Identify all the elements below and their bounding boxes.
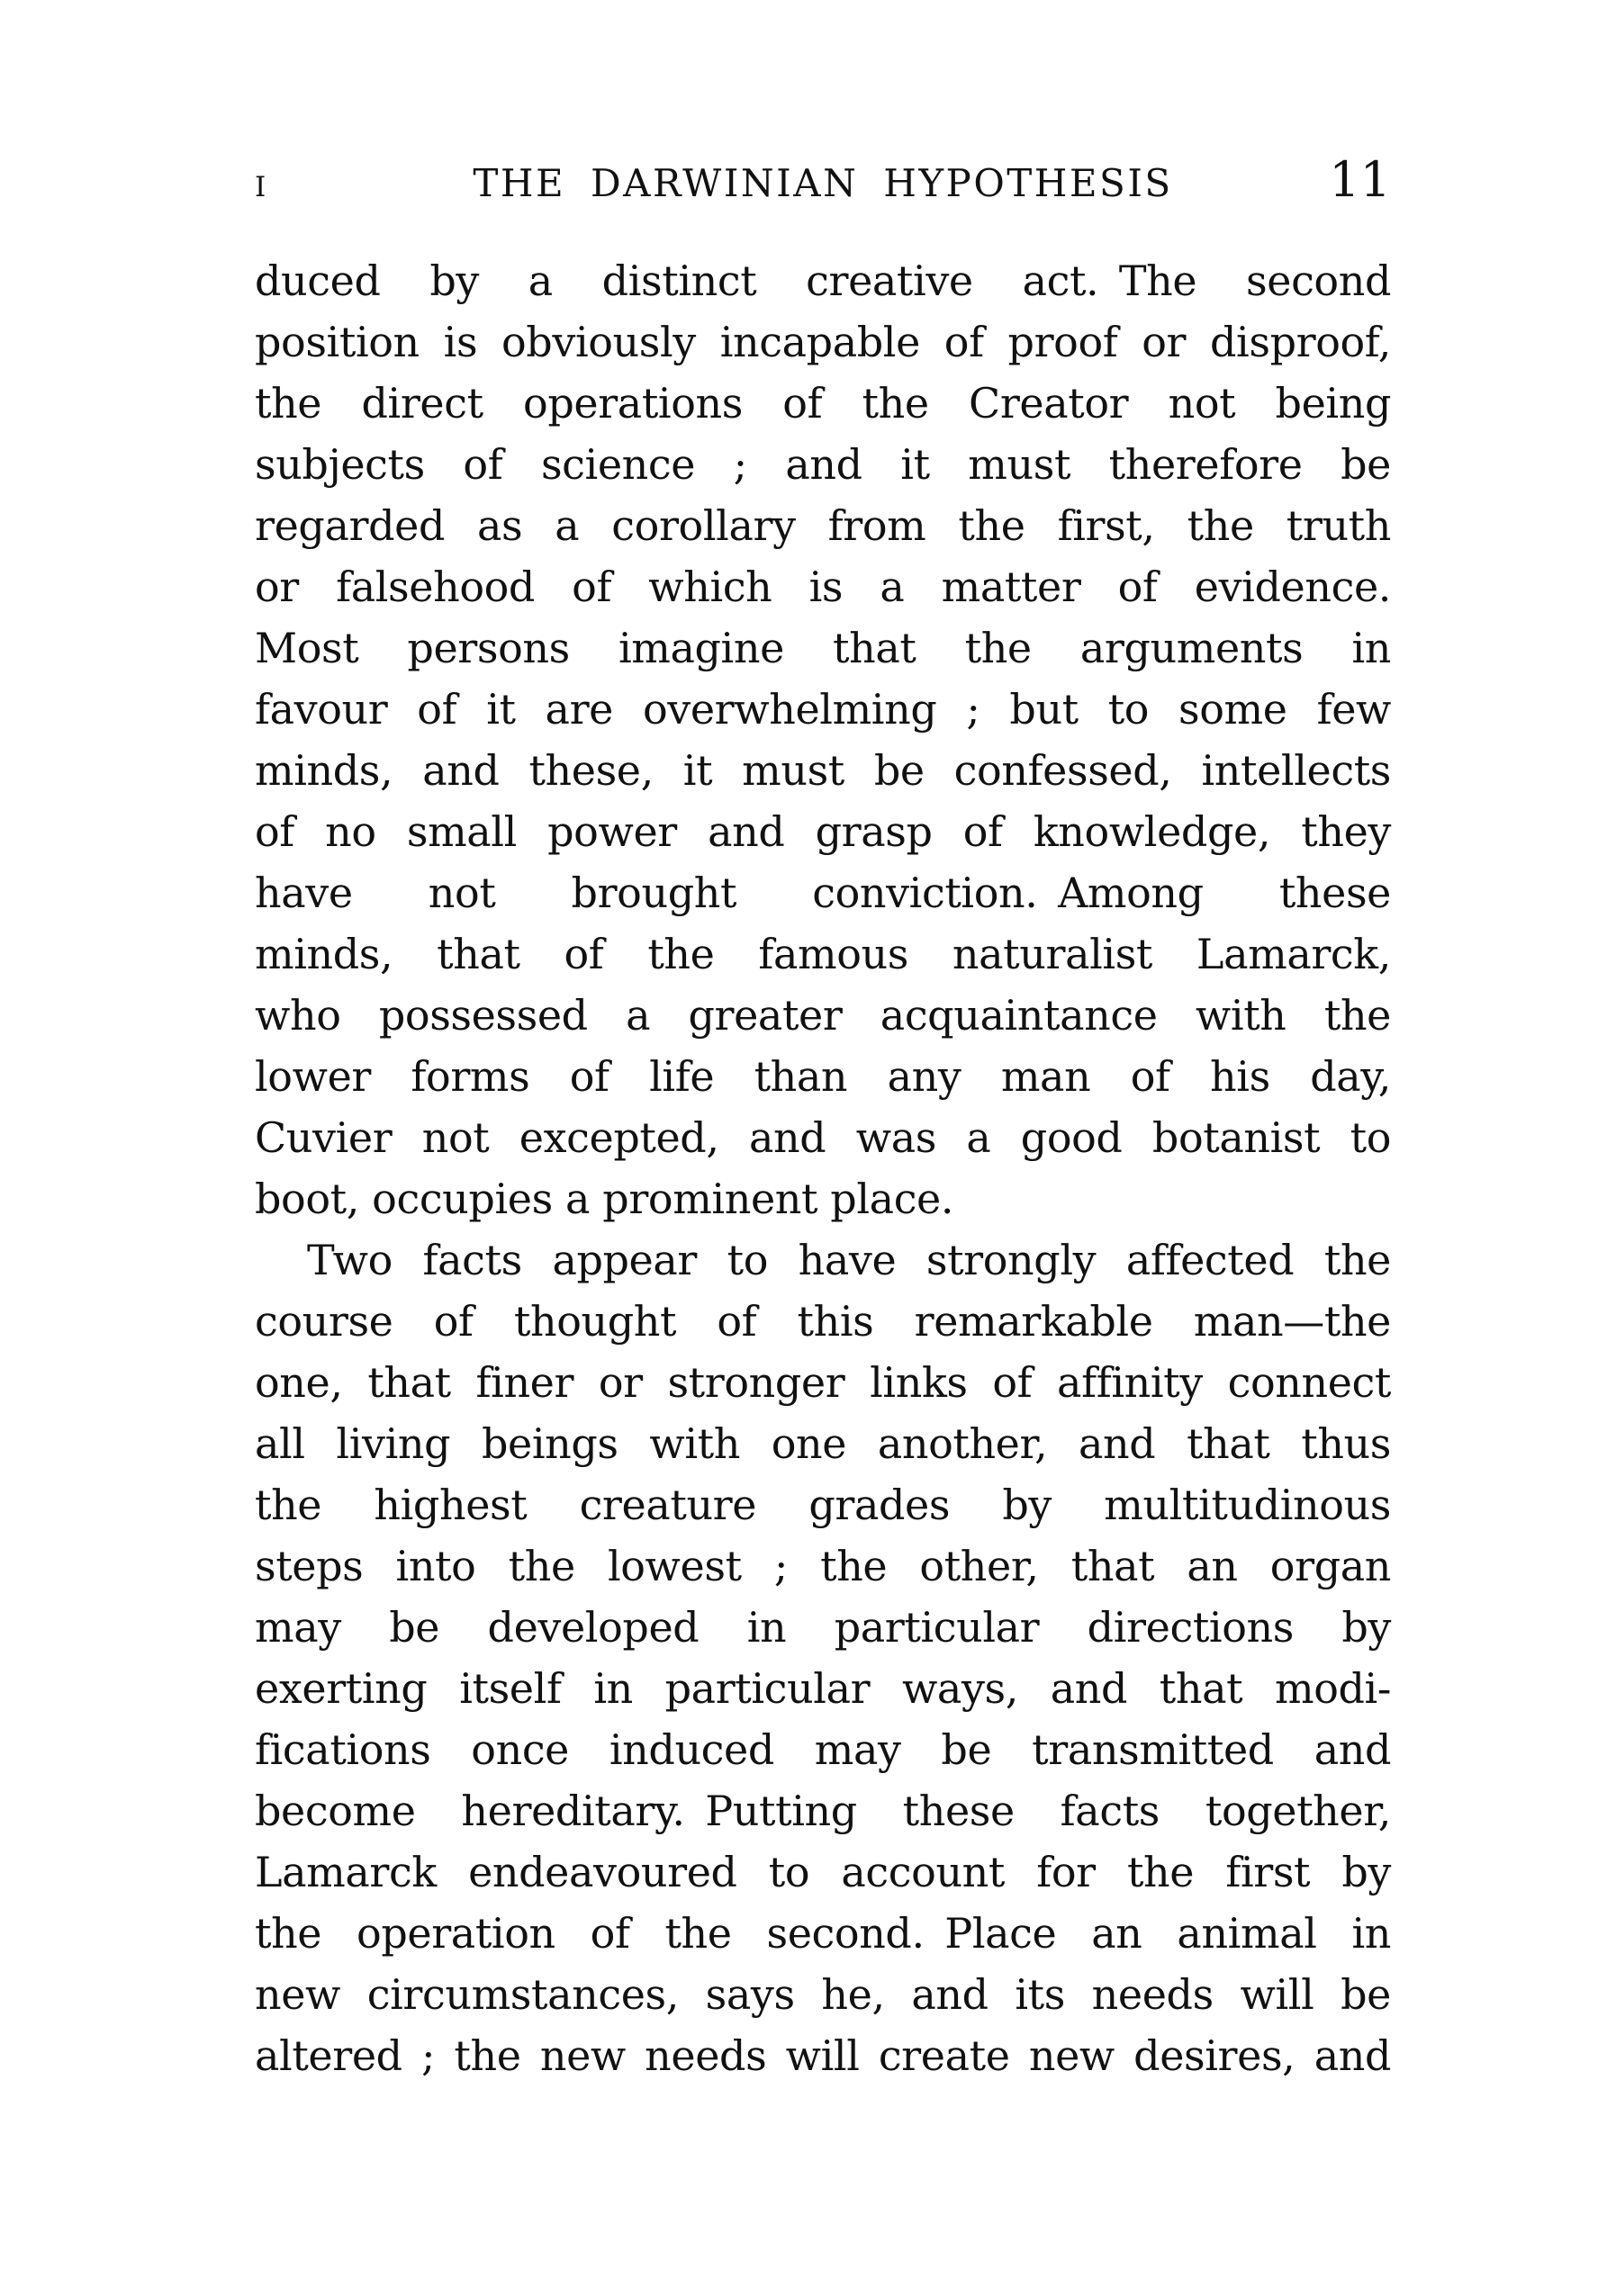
text-line: one, that finer or stronger links of affinity connect xyxy=(255,1358,1391,1407)
text-line: exerting itself in particular ways, and that modi- xyxy=(255,1664,1391,1713)
text-line: subjects of science ; and it must therefore be xyxy=(255,440,1391,489)
text-line: course of thought of this remarkable man—the xyxy=(255,1297,1391,1346)
text-line: steps into the lowest ; the other, that an organ xyxy=(255,1542,1391,1590)
text-line: minds, that of the famous naturalist Lamarck, xyxy=(255,930,1391,978)
text-line: fications once induced may be transmitted and xyxy=(255,1725,1391,1774)
text-line: the direct operations of the Creator not being xyxy=(255,379,1391,428)
text-line: Two facts appear to have strongly affected the xyxy=(307,1236,1391,1284)
text-line: the highest creature grades by multitudinous xyxy=(255,1481,1391,1529)
text-line: Most persons imagine that the arguments in xyxy=(255,624,1391,672)
text-line: who possessed a greater acquaintance with the xyxy=(255,991,1391,1040)
text-line: the operation of the second. Place an animal in xyxy=(255,1909,1391,1958)
page-number: 11 xyxy=(1329,151,1391,208)
text-line: new circumstances, says he, and its needs will be xyxy=(255,1970,1391,2019)
text-line: or falsehood of which is a matter of evidence. xyxy=(255,563,1391,611)
text-line: duced by a distinct creative act. The second xyxy=(255,257,1391,305)
text-line: regarded as a corollary from the first, the truth xyxy=(255,501,1391,550)
text-line: boot, occupies a prominent place. xyxy=(255,1175,954,1223)
text-line: Lamarck endeavoured to account for the first by xyxy=(255,1848,1391,1896)
text-line: lower forms of life than any man of his day, xyxy=(255,1052,1391,1101)
text-line: of no small power and grasp of knowledge, they xyxy=(255,807,1391,856)
page-title: THE DARWINIAN HYPOTHESIS xyxy=(473,161,1173,205)
text-line: altered ; the new needs will create new desires, and xyxy=(255,2031,1391,2080)
text-line: favour of it are overwhelming ; but to some few xyxy=(255,685,1391,734)
text-line: all living beings with one another, and that thus xyxy=(255,1419,1391,1468)
text-line: position is obviously incapable of proof or disproof, xyxy=(255,318,1391,366)
chapter-signature: I xyxy=(255,171,267,203)
text-line: have not brought conviction. Among these xyxy=(255,869,1391,917)
text-line: Cuvier not excepted, and was a good botanist to xyxy=(255,1113,1391,1162)
page-body xyxy=(255,250,1391,2086)
running-header xyxy=(255,151,1391,208)
text-line: minds, and these, it must be confessed, intellects xyxy=(255,746,1391,795)
text-line: may be developed in particular directions by xyxy=(255,1603,1391,1652)
text-line: become hereditary. Putting these facts together, xyxy=(255,1787,1391,1835)
